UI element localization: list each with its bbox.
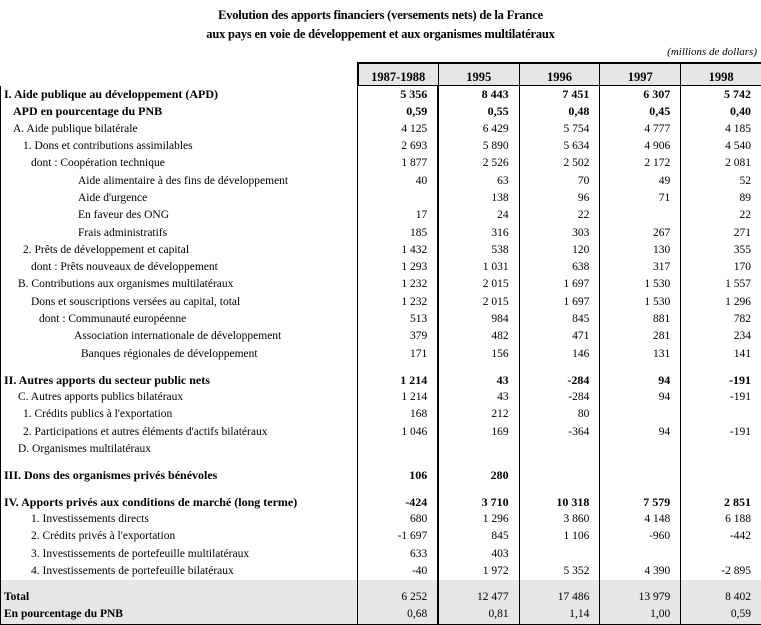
table-row xyxy=(1,606,761,624)
table-row xyxy=(1,563,761,580)
spacer-cell xyxy=(1,580,358,589)
value-cell: 1,14 xyxy=(519,606,600,624)
value-cell: 513 xyxy=(358,311,439,328)
value-cell: 1 232 xyxy=(358,294,439,311)
value-cell: 782 xyxy=(681,311,761,328)
spacer-cell xyxy=(681,580,761,589)
value-cell: 71 xyxy=(600,190,681,207)
value-cell: 3 710 xyxy=(438,494,519,511)
row-label: dont : Communauté européenne xyxy=(1,311,358,328)
value-cell: -442 xyxy=(681,528,761,545)
value-cell: 94 xyxy=(600,424,681,441)
value-cell xyxy=(519,467,600,484)
units-note: (millions de dollars) xyxy=(667,46,757,58)
value-cell: 0,59 xyxy=(681,606,761,624)
value-cell: 845 xyxy=(519,311,600,328)
column-header: 1987-1988 xyxy=(358,63,439,86)
value-cell: 146 xyxy=(519,345,600,362)
row-label: Aide alimentaire à des fins de développement xyxy=(1,172,358,189)
table-row xyxy=(1,121,761,138)
row-label: 2. Crédits privés à l'exportation xyxy=(1,528,358,545)
spacer-cell xyxy=(600,363,681,372)
value-cell: 2 015 xyxy=(438,294,519,311)
value-cell: 0,48 xyxy=(519,103,600,120)
value-cell: 1 557 xyxy=(681,276,761,293)
value-cell: 267 xyxy=(600,224,681,241)
table-row xyxy=(1,528,761,545)
value-cell: -191 xyxy=(681,389,761,406)
value-cell: 2 015 xyxy=(438,276,519,293)
value-cell: 96 xyxy=(519,190,600,207)
row-label: 1. Crédits publics à l'exportation xyxy=(1,406,358,423)
value-cell: 4 125 xyxy=(358,121,439,138)
row-label: 3. Investissements de portefeuille multilatéraux xyxy=(1,545,358,562)
row-label: 1. Dons et contributions assimilables xyxy=(1,138,358,155)
value-cell: 5 890 xyxy=(438,138,519,155)
value-cell: 317 xyxy=(600,259,681,276)
spacer-cell xyxy=(438,485,519,494)
table-row xyxy=(1,494,761,511)
row-label: Aide d'urgence xyxy=(1,190,358,207)
row-label: 2. Participations et autres éléments d'actifs bilatéraux xyxy=(1,424,358,441)
table-row xyxy=(1,311,761,328)
value-cell: -40 xyxy=(358,563,439,580)
page-title-line-2: aux pays en voie de développement et aux organismes multilatéraux xyxy=(0,27,761,42)
table-row xyxy=(1,389,761,406)
value-cell: 1 530 xyxy=(600,294,681,311)
table-row xyxy=(1,103,761,120)
spacer-cell xyxy=(600,580,681,589)
value-cell: 471 xyxy=(519,328,600,345)
value-cell: 5 754 xyxy=(519,121,600,138)
value-cell: 1 877 xyxy=(358,155,439,172)
value-cell: 7 451 xyxy=(519,86,600,104)
row-label: Total xyxy=(1,589,358,606)
table-row xyxy=(1,294,761,311)
value-cell: 141 xyxy=(681,345,761,362)
value-cell: 212 xyxy=(438,406,519,423)
value-cell: -284 xyxy=(519,389,600,406)
table-row xyxy=(1,155,761,172)
value-cell: 881 xyxy=(600,311,681,328)
row-label: D. Organismes multilatéraux xyxy=(1,441,358,458)
value-cell: 1 293 xyxy=(358,259,439,276)
value-cell: 0,81 xyxy=(438,606,519,624)
value-cell: 4 540 xyxy=(681,138,761,155)
value-cell: 8 402 xyxy=(681,589,761,606)
value-cell: 1 697 xyxy=(519,294,600,311)
value-cell: 316 xyxy=(438,224,519,241)
row-label: Dons et souscriptions versées au capital, total xyxy=(1,294,358,311)
value-cell: 234 xyxy=(681,328,761,345)
value-cell: 4 185 xyxy=(681,121,761,138)
value-cell: 106 xyxy=(358,467,439,484)
value-cell: 170 xyxy=(681,259,761,276)
value-cell: 171 xyxy=(358,345,439,362)
value-cell: -191 xyxy=(681,424,761,441)
value-cell: 2 693 xyxy=(358,138,439,155)
spacer-row xyxy=(1,580,761,589)
row-label: C. Autres apports publics bilatéraux xyxy=(1,389,358,406)
value-cell: 43 xyxy=(438,372,519,389)
row-label: 2. Prêts de développement et capital xyxy=(1,242,358,259)
row-label: dont : Prêts nouveaux de développement xyxy=(1,259,358,276)
row-label: Frais administratifs xyxy=(1,224,358,241)
value-cell: 6 252 xyxy=(358,589,439,606)
value-cell: -191 xyxy=(681,372,761,389)
value-cell: 169 xyxy=(438,424,519,441)
value-cell: 12 477 xyxy=(438,589,519,606)
table-row xyxy=(1,224,761,241)
table-row xyxy=(1,138,761,155)
table-row xyxy=(1,589,761,606)
value-cell: 22 xyxy=(519,207,600,224)
row-label: Banques régionales de développement xyxy=(1,345,358,362)
spacer-cell xyxy=(681,485,761,494)
table-row xyxy=(1,259,761,276)
table-row xyxy=(1,441,761,458)
value-cell: 2 172 xyxy=(600,155,681,172)
value-cell: 168 xyxy=(358,406,439,423)
header-row xyxy=(1,63,761,86)
value-cell: 403 xyxy=(438,545,519,562)
value-cell: 52 xyxy=(681,172,761,189)
value-cell: 5 634 xyxy=(519,138,600,155)
row-label: dont : Coopération technique xyxy=(1,155,358,172)
value-cell: 6 429 xyxy=(438,121,519,138)
spacer-cell xyxy=(358,580,439,589)
value-cell: 17 xyxy=(358,207,439,224)
row-label: 4. Investissements de portefeuille bilatéraux xyxy=(1,563,358,580)
table-row xyxy=(1,190,761,207)
value-cell: 538 xyxy=(438,242,519,259)
value-cell: 43 xyxy=(438,389,519,406)
value-cell xyxy=(681,467,761,484)
value-cell: 13 979 xyxy=(600,589,681,606)
page-title-line-1: Evolution des apports financiers (versements nets) de la France xyxy=(0,8,761,23)
value-cell xyxy=(600,207,681,224)
value-cell: 1 031 xyxy=(438,259,519,276)
table-row xyxy=(1,424,761,441)
column-header: 1997 xyxy=(600,63,681,86)
value-cell: 1 214 xyxy=(358,372,439,389)
table-row xyxy=(1,207,761,224)
row-label: En pourcentage du PNB xyxy=(1,606,358,624)
value-cell: 303 xyxy=(519,224,600,241)
value-cell: 1 214 xyxy=(358,389,439,406)
value-cell xyxy=(600,441,681,458)
value-cell xyxy=(358,441,439,458)
value-cell: 271 xyxy=(681,224,761,241)
row-label: II. Autres apports du secteur public nets xyxy=(1,372,358,389)
value-cell: 24 xyxy=(438,207,519,224)
spacer-cell xyxy=(519,485,600,494)
value-cell: 6 307 xyxy=(600,86,681,104)
table-row xyxy=(1,511,761,528)
table-row xyxy=(1,345,761,362)
value-cell: 379 xyxy=(358,328,439,345)
value-cell: 281 xyxy=(600,328,681,345)
value-cell: 1 530 xyxy=(600,276,681,293)
table-row xyxy=(1,467,761,484)
value-cell: 138 xyxy=(438,190,519,207)
value-cell: 5 352 xyxy=(519,563,600,580)
row-label: B. Contributions aux organismes multilatéraux xyxy=(1,276,358,293)
value-cell xyxy=(600,545,681,562)
value-cell: 1 697 xyxy=(519,276,600,293)
value-cell xyxy=(438,441,519,458)
row-label: A. Aide publique bilatérale xyxy=(1,121,358,138)
value-cell: 7 579 xyxy=(600,494,681,511)
value-cell xyxy=(681,441,761,458)
value-cell: 6 188 xyxy=(681,511,761,528)
value-cell: 1 296 xyxy=(681,294,761,311)
value-cell: 40 xyxy=(358,172,439,189)
value-cell: 2 851 xyxy=(681,494,761,511)
value-cell: -960 xyxy=(600,528,681,545)
value-cell: 3 860 xyxy=(519,511,600,528)
value-cell: 0,68 xyxy=(358,606,439,624)
value-cell: 2 081 xyxy=(681,155,761,172)
value-cell: 49 xyxy=(600,172,681,189)
row-label: III. Dons des organismes privés bénévoles xyxy=(1,467,358,484)
value-cell: 130 xyxy=(600,242,681,259)
row-label: 1. Investissements directs xyxy=(1,511,358,528)
row-label: IV. Apports privés aux conditions de marché (long terme) xyxy=(1,494,358,511)
value-cell xyxy=(519,545,600,562)
spacer-cell xyxy=(600,458,681,467)
value-cell: 131 xyxy=(600,345,681,362)
spacer-row xyxy=(1,458,761,467)
header-blank xyxy=(1,63,358,86)
table-row xyxy=(1,276,761,293)
value-cell: 1 972 xyxy=(438,563,519,580)
value-cell: 680 xyxy=(358,511,439,528)
table-row xyxy=(1,328,761,345)
value-cell: 1 232 xyxy=(358,276,439,293)
value-cell: 1 296 xyxy=(438,511,519,528)
value-cell: 4 906 xyxy=(600,138,681,155)
row-label: Association internationale de développement xyxy=(1,328,358,345)
value-cell xyxy=(600,467,681,484)
value-cell: 80 xyxy=(519,406,600,423)
value-cell: -364 xyxy=(519,424,600,441)
column-header: 1996 xyxy=(519,63,600,86)
table-row xyxy=(1,242,761,259)
spacer-cell xyxy=(1,458,358,467)
spacer-cell xyxy=(681,458,761,467)
value-cell: -1 697 xyxy=(358,528,439,545)
row-label: En faveur des ONG xyxy=(1,207,358,224)
value-cell: -424 xyxy=(358,494,439,511)
value-cell xyxy=(358,190,439,207)
value-cell: 2 502 xyxy=(519,155,600,172)
value-cell: 355 xyxy=(681,242,761,259)
value-cell xyxy=(681,545,761,562)
spacer-cell xyxy=(600,485,681,494)
value-cell: 845 xyxy=(438,528,519,545)
spacer-cell xyxy=(519,458,600,467)
spacer-cell xyxy=(519,363,600,372)
value-cell: 633 xyxy=(358,545,439,562)
value-cell: 10 318 xyxy=(519,494,600,511)
value-cell: 984 xyxy=(438,311,519,328)
value-cell: 280 xyxy=(438,467,519,484)
table-row xyxy=(1,372,761,389)
value-cell: 4 777 xyxy=(600,121,681,138)
spacer-cell xyxy=(438,580,519,589)
table-row xyxy=(1,86,761,104)
value-cell: 0,40 xyxy=(681,103,761,120)
row-label: I. Aide publique au développement (APD) xyxy=(1,86,358,104)
value-cell: 1,00 xyxy=(600,606,681,624)
spacer-cell xyxy=(681,363,761,372)
spacer-cell xyxy=(1,485,358,494)
spacer-cell xyxy=(358,458,439,467)
column-header: 1998 xyxy=(681,63,761,86)
spacer-cell xyxy=(358,485,439,494)
value-cell: 120 xyxy=(519,242,600,259)
table-row xyxy=(1,172,761,189)
column-header: 1995 xyxy=(438,63,519,86)
spacer-cell xyxy=(358,363,439,372)
value-cell: 638 xyxy=(519,259,600,276)
value-cell: 1 106 xyxy=(519,528,600,545)
value-cell: 2 526 xyxy=(438,155,519,172)
spacer-cell xyxy=(438,363,519,372)
value-cell: -2 895 xyxy=(681,563,761,580)
data-table xyxy=(0,62,761,625)
value-cell: 4 390 xyxy=(600,563,681,580)
value-cell: 22 xyxy=(681,207,761,224)
value-cell: 8 443 xyxy=(438,86,519,104)
value-cell: 63 xyxy=(438,172,519,189)
value-cell: 5 356 xyxy=(358,86,439,104)
spacer-cell xyxy=(438,458,519,467)
value-cell: 156 xyxy=(438,345,519,362)
value-cell: 89 xyxy=(681,190,761,207)
value-cell: 185 xyxy=(358,224,439,241)
value-cell: 4 148 xyxy=(600,511,681,528)
value-cell: 70 xyxy=(519,172,600,189)
value-cell: 94 xyxy=(600,389,681,406)
spacer-row xyxy=(1,485,761,494)
value-cell xyxy=(519,441,600,458)
value-cell: 17 486 xyxy=(519,589,600,606)
table-row xyxy=(1,545,761,562)
value-cell: 482 xyxy=(438,328,519,345)
table-row xyxy=(1,406,761,423)
row-label: APD en pourcentage du PNB xyxy=(1,103,358,120)
spacer-cell xyxy=(1,363,358,372)
value-cell: 0,45 xyxy=(600,103,681,120)
value-cell xyxy=(681,406,761,423)
value-cell: 0,59 xyxy=(358,103,439,120)
value-cell: 5 742 xyxy=(681,86,761,104)
value-cell: 0,55 xyxy=(438,103,519,120)
value-cell: 1 046 xyxy=(358,424,439,441)
value-cell: 94 xyxy=(600,372,681,389)
spacer-cell xyxy=(519,580,600,589)
spacer-row xyxy=(1,363,761,372)
value-cell: 1 432 xyxy=(358,242,439,259)
value-cell xyxy=(600,406,681,423)
value-cell: -284 xyxy=(519,372,600,389)
